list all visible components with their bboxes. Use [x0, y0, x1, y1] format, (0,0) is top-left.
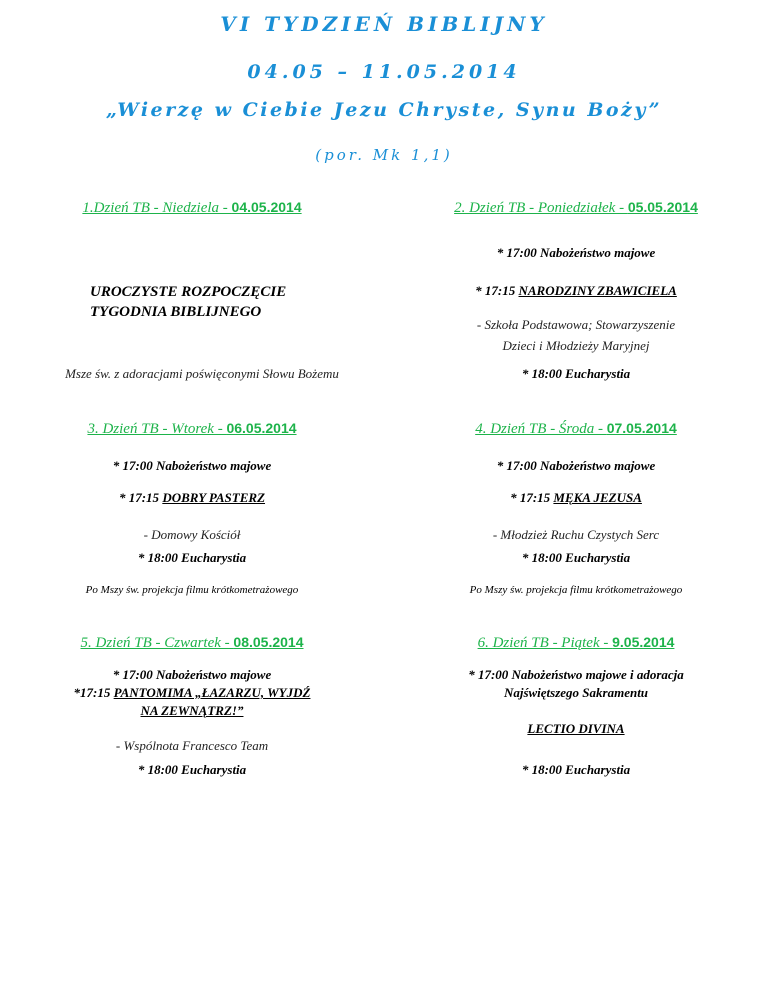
day5-event-2	[0, 685, 384, 701]
day5-event-2-line2	[0, 703, 384, 719]
day4-event-2-title: MĘKA JEZUSA	[553, 490, 642, 505]
day1-heading	[0, 199, 384, 217]
day2-event-3: * 18:00 Eucharystia	[521, 366, 631, 381]
day6-date: 9.05.2014	[612, 634, 675, 650]
day3-event-1: * 17:00 Nabożeństwo majowe	[112, 458, 272, 473]
day4-event-2	[384, 490, 768, 506]
day6-event-2-title: LECTIO DIVINA	[527, 721, 625, 736]
day4-event-3: * 18:00 Eucharystia	[521, 550, 631, 565]
day5-event-3: * 18:00 Eucharystia	[137, 762, 247, 777]
day2-event-2	[384, 283, 768, 299]
day2-sub-2: Dzieci i Młodzieży Maryjnej	[502, 338, 650, 353]
day5-label: 5. Dzień TB - Czwartek -	[80, 635, 234, 651]
day6-label: 6. Dzień TB - Piątek -	[477, 635, 613, 651]
day1-title	[90, 282, 380, 322]
day2-event-1: * 17:00 Nabożeństwo majowe	[496, 245, 656, 260]
day5-event-2-time: *17:15	[73, 685, 114, 700]
day1-title-line2: TYGODNIA BIBLIJNEGO	[90, 304, 262, 320]
day3-date: 06.05.2014	[226, 420, 297, 436]
day3-heading	[0, 420, 384, 438]
day5-heading	[0, 634, 384, 652]
day2-event-2-time: * 17:15	[475, 283, 519, 298]
title-motto: „Wierzę w Ciebie Jezu Chryste, Synu Boży”	[105, 99, 663, 121]
day4-sub: - Młodzież Ruchu Czystych Serc	[492, 527, 660, 542]
day5-event-1: * 17:00 Nabożeństwo majowe	[112, 667, 272, 682]
day5-event-2-title-a: PANTOMIMA „ŁAZARZU, WYJDŹ	[113, 685, 311, 700]
day4-label: 4. Dzień TB - Środa -	[475, 421, 607, 437]
day3-note: Po Mszy św. projekcja filmu krótkometrażowego	[85, 584, 299, 596]
day6-event-3: * 18:00 Eucharystia	[521, 762, 631, 777]
day3-event-2-time: * 17:15	[118, 490, 163, 505]
day3-label: 3. Dzień TB - Wtorek -	[87, 421, 227, 437]
day5-date: 08.05.2014	[233, 634, 304, 650]
day6-heading	[384, 634, 768, 652]
day1-label: 1.Dzień TB - Niedziela -	[82, 200, 232, 216]
day6-event-1b: Najświętszego Sakramentu	[503, 685, 649, 700]
day2-sub-1: - Szkoła Podstawowa; Stowarzyszenie	[476, 317, 676, 332]
day6-event-2	[384, 721, 768, 737]
day2-heading	[384, 199, 768, 217]
day2-label: 2. Dzień TB - Poniedziałek -	[454, 200, 628, 216]
day4-date: 07.05.2014	[606, 420, 677, 436]
day2-event-2-title: NARODZINY ZBAWICIELA	[518, 283, 677, 298]
day3-event-2	[0, 490, 384, 506]
day2-date: 05.05.2014	[627, 199, 698, 215]
day4-note: Po Mszy św. projekcja filmu krótkometrażowego	[469, 584, 683, 596]
title-dates: 04.05 – 11.05.2014	[247, 61, 521, 83]
title-week: VI TYDZIEŃ BIBLIJNY	[220, 12, 548, 36]
title-reference: (por. Mk 1,1)	[315, 146, 453, 164]
day1-title-line1: UROCZYSTE ROZPOCZĘCIE	[90, 284, 287, 300]
day5-sub: - Wspólnota Francesco Team	[115, 738, 269, 753]
day1-date: 04.05.2014	[231, 199, 302, 215]
day4-heading	[384, 420, 768, 438]
day3-event-2-title: DOBRY PASTERZ	[162, 490, 266, 505]
day3-sub: - Domowy Kościół	[143, 527, 241, 542]
day1-note: Msze św. z adoracjami poświęconymi Słowu Bożemu	[65, 366, 339, 381]
day4-event-2-time: * 17:15	[510, 490, 554, 505]
day6-event-1a: * 17:00 Nabożeństwo majowe i adoracja	[468, 667, 684, 682]
day5-event-2-title-b: NA ZEWNĄTRZ!”	[140, 703, 244, 718]
day3-event-3: * 18:00 Eucharystia	[137, 550, 247, 565]
day4-event-1: * 17:00 Nabożeństwo majowe	[496, 458, 656, 473]
